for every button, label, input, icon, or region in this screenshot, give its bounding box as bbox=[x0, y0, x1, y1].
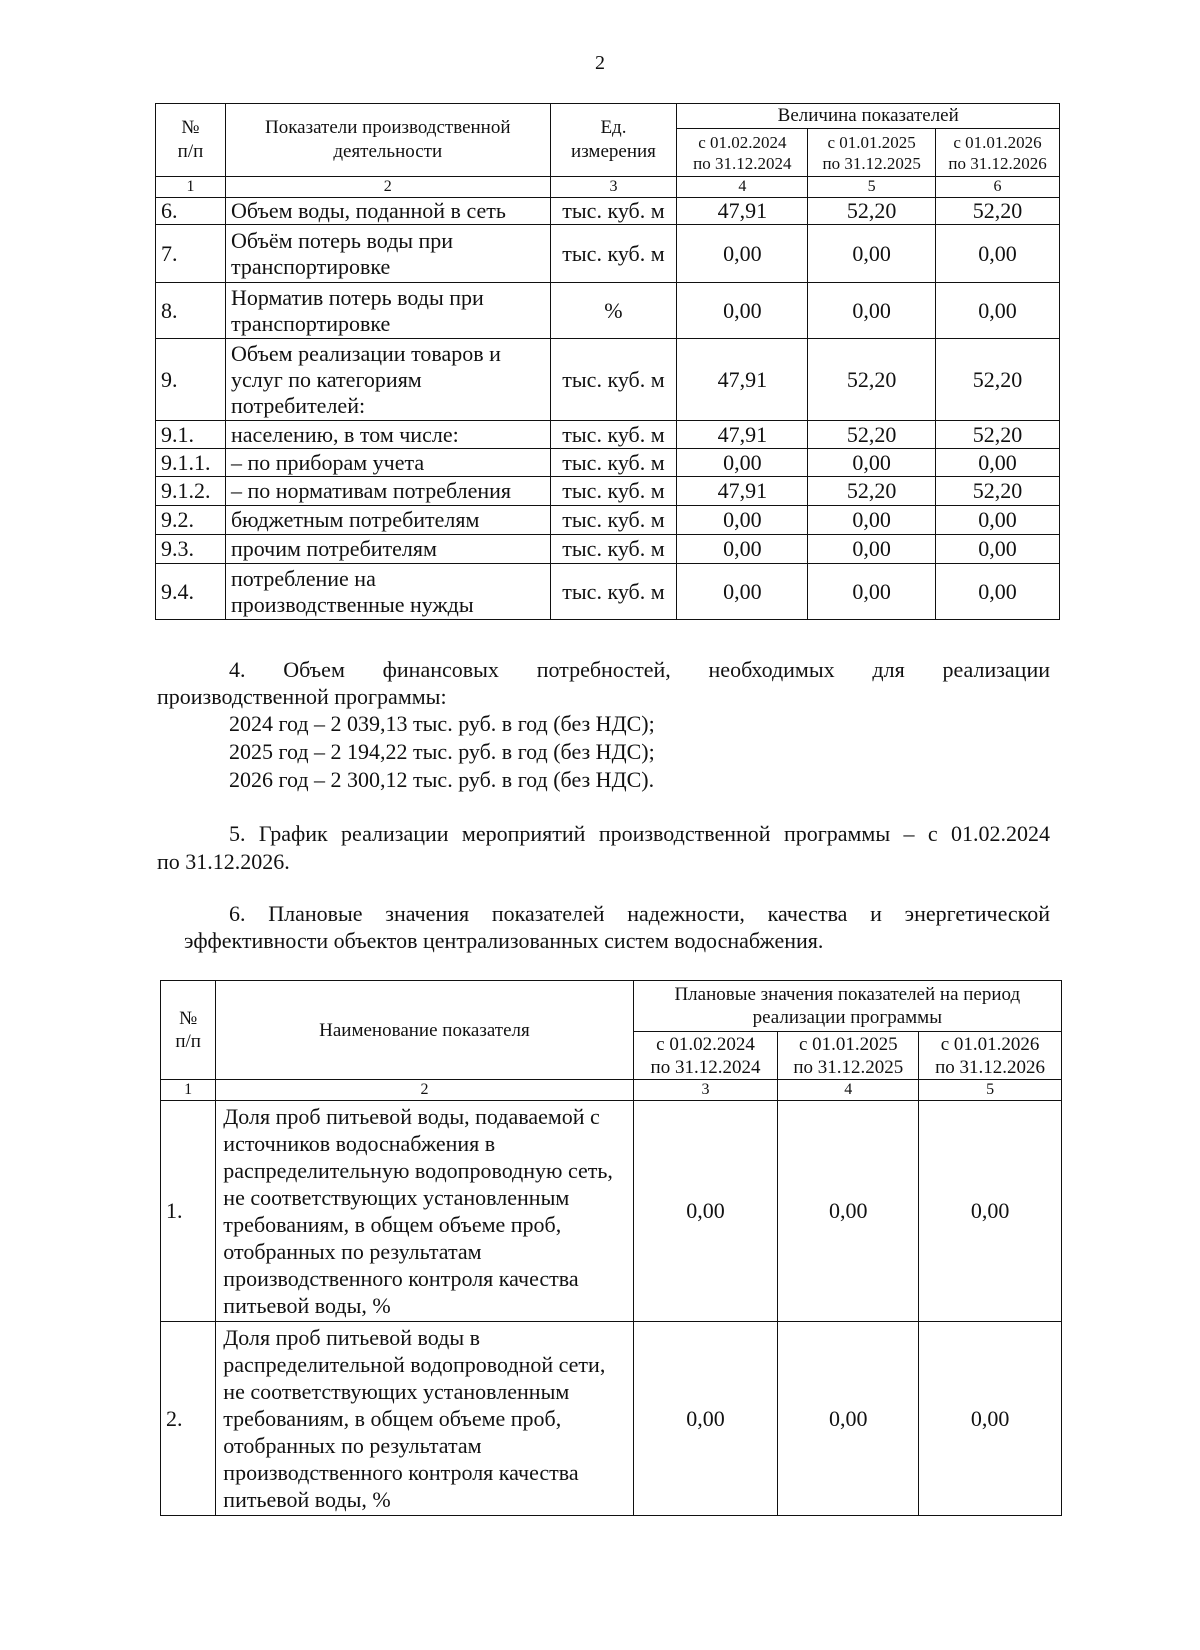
column-number: 4 bbox=[778, 1080, 919, 1101]
row-name: Доля проб питьевой воды в распределительной водопроводной сети, не соответствующих установленным требованиям, в общем объеме проб, отобранных по результатам производственного контроля качества питьевой воды, % bbox=[216, 1322, 633, 1516]
table-row bbox=[156, 449, 1060, 477]
row-value-2026: 52,20 bbox=[936, 339, 1060, 421]
column-number-row bbox=[156, 177, 1060, 198]
header-num: № п/п bbox=[161, 981, 216, 1080]
column-number: 5 bbox=[808, 177, 936, 198]
header-unit: Ед. измерения bbox=[550, 104, 677, 177]
row-value-2026: 0,00 bbox=[936, 449, 1060, 477]
row-name: Объем реализации товаров и услуг по категориям потребителей: bbox=[225, 339, 550, 421]
row-value-2026: 52,20 bbox=[936, 477, 1060, 506]
row-unit: тыс. куб. м bbox=[550, 339, 677, 421]
column-number: 5 bbox=[919, 1080, 1062, 1101]
row-unit: тыс. куб. м bbox=[550, 198, 677, 225]
row-value-2025: 52,20 bbox=[808, 421, 936, 449]
section-4-lead bbox=[157, 656, 1050, 683]
header-period-1: с 01.02.2024 по 31.12.2024 bbox=[677, 129, 808, 177]
section-5-lead bbox=[157, 820, 1050, 847]
section-6-lead bbox=[157, 900, 1050, 927]
production-indicators-table bbox=[155, 103, 1060, 620]
column-number: 3 bbox=[550, 177, 677, 198]
row-value-2025: 0,00 bbox=[808, 535, 936, 564]
header-period-2: с 01.01.2025 по 31.12.2025 bbox=[778, 1032, 919, 1080]
row-number: 9. bbox=[156, 339, 226, 421]
row-value-2024: 0,00 bbox=[677, 449, 808, 477]
row-number: 9.1.2. bbox=[156, 477, 226, 506]
table-row bbox=[161, 1101, 1062, 1322]
header-num: № п/п bbox=[156, 104, 226, 177]
row-unit: тыс. куб. м bbox=[550, 421, 677, 449]
row-value-2025: 52,20 bbox=[808, 477, 936, 506]
page-number: 2 bbox=[595, 52, 605, 74]
header-period-1: с 01.02.2024 по 31.12.2024 bbox=[633, 1032, 778, 1080]
row-name: населению, в том числе: bbox=[225, 421, 550, 449]
table-row bbox=[156, 506, 1060, 535]
row-value-2024: 0,00 bbox=[677, 506, 808, 535]
row-value-2026: 0,00 bbox=[936, 564, 1060, 620]
row-number: 1. bbox=[161, 1101, 216, 1322]
header-values-group: Величина показателей bbox=[677, 104, 1060, 129]
column-number: 6 bbox=[936, 177, 1060, 198]
row-value-2025: 0,00 bbox=[808, 506, 936, 535]
row-value-2026: 0,00 bbox=[919, 1322, 1062, 1516]
table-row bbox=[161, 1322, 1062, 1516]
section-4-continuation: производственной программы: bbox=[157, 684, 447, 709]
row-unit: тыс. куб. м bbox=[550, 449, 677, 477]
finance-line-2024: 2024 год – 2 039,13 тыс. руб. в год (без НДС); bbox=[229, 711, 655, 736]
section-5-lead-text: 5. График реализации мероприятий производственной программы – с 01.02.2024 bbox=[229, 821, 1050, 846]
row-number: 2. bbox=[161, 1322, 216, 1516]
row-value-2024: 0,00 bbox=[677, 283, 808, 339]
table-row bbox=[156, 225, 1060, 283]
section-5-continuation: по 31.12.2026. bbox=[157, 849, 290, 874]
row-name: Объем воды, поданной в сеть bbox=[225, 198, 550, 225]
column-number: 1 bbox=[156, 177, 226, 198]
row-value-2024: 47,91 bbox=[677, 339, 808, 421]
row-name: бюджетным потребителям bbox=[225, 506, 550, 535]
header-planned-group: Плановые значения показателей на период реализации программы bbox=[633, 981, 1061, 1032]
row-number: 7. bbox=[156, 225, 226, 283]
header-period-2: с 01.01.2025 по 31.12.2025 bbox=[808, 129, 936, 177]
row-number: 9.1. bbox=[156, 421, 226, 449]
row-name: Норматив потерь воды при транспортировке bbox=[225, 283, 550, 339]
row-name: потребление на производственные нужды bbox=[225, 564, 550, 620]
row-value-2024: 47,91 bbox=[677, 421, 808, 449]
table-row bbox=[156, 198, 1060, 225]
section-6-continuation: эффективности объектов централизованных систем водоснабжения. bbox=[184, 928, 824, 953]
row-unit: % bbox=[550, 283, 677, 339]
row-value-2026: 52,20 bbox=[936, 198, 1060, 225]
column-number: 4 bbox=[677, 177, 808, 198]
row-value-2024: 0,00 bbox=[633, 1322, 778, 1516]
row-value-2026: 0,00 bbox=[936, 506, 1060, 535]
row-value-2025: 0,00 bbox=[778, 1101, 919, 1322]
table-row bbox=[156, 477, 1060, 506]
row-value-2026: 52,20 bbox=[936, 421, 1060, 449]
header-name: Наименование показателя bbox=[216, 981, 633, 1080]
header-indicator: Показатели производственной деятельности bbox=[225, 104, 550, 177]
row-name: Доля проб питьевой воды, подаваемой с источников водоснабжения в распределительную водопроводную сеть, не соответствующих установленным требованиям, в общем объеме проб, отобранных по результатам производственного контроля качества питьевой воды, % bbox=[216, 1101, 633, 1322]
row-value-2025: 0,00 bbox=[808, 564, 936, 620]
column-number-row bbox=[161, 1080, 1062, 1101]
section-4-lead-text: 4. Объем финансовых потребностей, необходимых для реализации bbox=[229, 657, 1050, 682]
column-number: 2 bbox=[216, 1080, 633, 1101]
row-value-2024: 0,00 bbox=[677, 535, 808, 564]
row-name: прочим потребителям bbox=[225, 535, 550, 564]
quality-indicators-table bbox=[160, 980, 1062, 1516]
header-period-3: с 01.01.2026 по 31.12.2026 bbox=[936, 129, 1060, 177]
row-unit: тыс. куб. м bbox=[550, 225, 677, 283]
row-value-2025: 0,00 bbox=[808, 283, 936, 339]
row-unit: тыс. куб. м bbox=[550, 506, 677, 535]
finance-line-2026: 2026 год – 2 300,12 тыс. руб. в год (без НДС). bbox=[229, 767, 655, 792]
table-row bbox=[156, 283, 1060, 339]
row-name: Объём потерь воды при транспортировке bbox=[225, 225, 550, 283]
table-row bbox=[156, 535, 1060, 564]
header-period-3: с 01.01.2026 по 31.12.2026 bbox=[919, 1032, 1062, 1080]
column-number: 1 bbox=[161, 1080, 216, 1101]
row-value-2024: 47,91 bbox=[677, 477, 808, 506]
column-number: 3 bbox=[633, 1080, 778, 1101]
row-number: 9.3. bbox=[156, 535, 226, 564]
row-unit: тыс. куб. м bbox=[550, 477, 677, 506]
row-number: 9.4. bbox=[156, 564, 226, 620]
finance-line-2025: 2025 год – 2 194,22 тыс. руб. в год (без НДС); bbox=[229, 739, 655, 764]
row-name: – по приборам учета bbox=[225, 449, 550, 477]
row-value-2025: 52,20 bbox=[808, 339, 936, 421]
row-value-2024: 0,00 bbox=[677, 564, 808, 620]
row-unit: тыс. куб. м bbox=[550, 564, 677, 620]
row-unit: тыс. куб. м bbox=[550, 535, 677, 564]
column-number: 2 bbox=[225, 177, 550, 198]
row-number: 8. bbox=[156, 283, 226, 339]
row-value-2024: 0,00 bbox=[633, 1101, 778, 1322]
row-value-2026: 0,00 bbox=[919, 1101, 1062, 1322]
row-value-2025: 0,00 bbox=[808, 449, 936, 477]
row-value-2026: 0,00 bbox=[936, 225, 1060, 283]
table-row bbox=[156, 564, 1060, 620]
row-value-2024: 0,00 bbox=[677, 225, 808, 283]
row-value-2025: 52,20 bbox=[808, 198, 936, 225]
row-value-2026: 0,00 bbox=[936, 535, 1060, 564]
row-number: 6. bbox=[156, 198, 226, 225]
row-value-2025: 0,00 bbox=[808, 225, 936, 283]
row-value-2025: 0,00 bbox=[778, 1322, 919, 1516]
table-row bbox=[156, 421, 1060, 449]
section-6-lead-text: 6. Плановые значения показателей надежности, качества и энергетической bbox=[229, 901, 1050, 926]
row-value-2026: 0,00 bbox=[936, 283, 1060, 339]
table-row bbox=[156, 339, 1060, 421]
row-number: 9.2. bbox=[156, 506, 226, 535]
row-value-2024: 47,91 bbox=[677, 198, 808, 225]
row-name: – по нормативам потребления bbox=[225, 477, 550, 506]
row-number: 9.1.1. bbox=[156, 449, 226, 477]
